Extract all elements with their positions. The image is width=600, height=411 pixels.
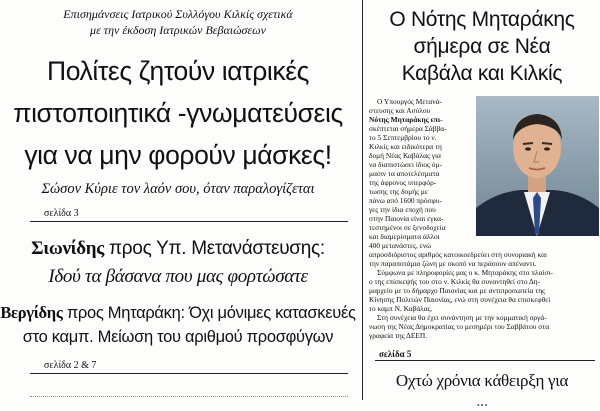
article-line: Σύμφωνα με πληροφορίες μας ο κ. Μηταράκης στο πλαίσι-: [377, 268, 553, 277]
page-ref-2-7[interactable]: σελίδα 2 & 7: [44, 360, 97, 371]
article-line: ο της επίσκεψής του στο ν. Κιλκίς θα συναντηθεί στο Δη-: [369, 277, 541, 286]
article-line: να διαπιστώσει ίδιος όμ-: [369, 160, 442, 169]
article-line: Ο Υπουργός Μετανά-: [377, 97, 442, 106]
story-siopidis-line-2: Ιδού τα βάσανα που μας φορτώσατε: [48, 266, 308, 287]
article-line: στευσης και Ασύλου: [369, 106, 431, 115]
main-headline-line-3[interactable]: για να μην φορούν μάσκες!: [24, 140, 332, 170]
story-siopidis-subline[interactable]: [0, 265, 356, 289]
article-line: και διαμερίσματα άλλοι: [369, 232, 440, 241]
quote-line: Σώσον Κύριε τον λαόν σου, όταν παραλογίζεται: [41, 181, 315, 197]
article-line: πάνω από 1600 πρόσφυ-: [369, 196, 442, 205]
article-line: μασιν τα αποτελέσματα: [369, 169, 440, 178]
article-line: Κιλκίς και ειδικότερα τη: [369, 142, 442, 151]
right-section-divider: [375, 360, 595, 361]
article-line: Στη συνέχεια θα έχει συνάντηση με την κομματική οργά-: [377, 313, 547, 322]
article-line: στην Παιονία είναι εγκα-: [369, 214, 444, 223]
article-line: γες την ίδια εποχή που: [369, 205, 436, 214]
article-line: τωσης της δομής με: [369, 187, 428, 196]
article-line: της άφρονος υπερφόρ-: [369, 178, 437, 187]
article-line: τεστημένοι σε ξενοδοχεία: [369, 223, 446, 232]
right-headline-line-3[interactable]: Καβάλα και Κιλκίς: [401, 62, 563, 85]
main-headline-line-1[interactable]: Πολίτες ζητούν ιατρικές: [46, 56, 310, 86]
article-line: απροσδιόριστος αριθμός κατοικοεδρεύει στη συνοριακή και: [369, 250, 548, 259]
article-line: το 5 Σεπτεμβρίου το ν.: [369, 133, 437, 142]
article-line: σκέπτεται σήμερα Σάββα-: [369, 124, 447, 133]
article-line: την παραποτάμια ζώνη με σκοπό να περάσουν απέναντι.: [369, 259, 537, 268]
page-ref-5[interactable]: σελίδα 5: [379, 349, 412, 359]
right-column: [369, 0, 600, 410]
article-line: 400 μετανάστες, ενώ: [369, 241, 432, 250]
article-line: το καμπ Ν. Καβάλας.: [369, 304, 433, 313]
main-headline-line-2[interactable]: πιστοποιητικά -γνωματεύσεις: [13, 98, 343, 128]
portrait-photo-image: [476, 96, 599, 236]
portrait-photo[interactable]: [476, 96, 599, 236]
article-body-wide: [369, 250, 595, 340]
next-story-cut: [30, 396, 348, 397]
story-vergidis-name: Βεργίδης: [0, 303, 63, 322]
column-divider: [362, 0, 363, 400]
article-body-narrow: [369, 97, 472, 250]
story-vergidis-line-2[interactable]: στο καμπ. Μείωση του αριθμού προσφύγων: [22, 328, 334, 346]
right-headline-line-1[interactable]: Ο Νότης Μηταράκης: [389, 8, 575, 31]
article-line: γραφεία της ΔΕΕΠ.: [369, 331, 428, 340]
article-line: Κίνησης Πολιτών Παιονίας, ενώ στη συνέχεια θα επισκεφθεί: [369, 295, 551, 304]
kicker-line-1: Επισημάνσεις Ιατρικού Συλλόγου Κιλκίς σχετικά: [63, 7, 293, 21]
story-vergidis-headline[interactable]: [0, 302, 356, 324]
page-ref-3[interactable]: σελίδα 3: [44, 208, 79, 219]
article-line: δομή Νέας Καβάλας για: [369, 151, 441, 160]
story-vergidis-rest: προς Μηταράκη: Όχι μόνιμες κατασκευές: [62, 304, 356, 322]
kicker-line-2: με την έκδοση Ιατρικών Βεβαιώσεων: [90, 23, 266, 37]
section-divider-1: [30, 221, 348, 222]
right-headline-line-2[interactable]: σήμερα σε Νέα: [413, 35, 551, 58]
article-line: μαρχείο με το δήμαρχο Παιονίας και με αντιπροσωπεία της: [369, 286, 545, 295]
story-siopidis-rest: προς Υπ. Μετανάστευσης:: [104, 238, 325, 259]
next-headline-line-2[interactable]: ...: [476, 391, 488, 410]
story-siopidis-headline[interactable]: [0, 237, 356, 261]
story-siopidis-name: Σιωνίδης: [31, 238, 105, 259]
next-headline-line-1[interactable]: Οχτώ χρόνια κάθειρξη για: [395, 371, 569, 390]
article-line: νωση της Νέας Δημοκρατίας το μεσημέρι του Σαββάτου στα: [369, 322, 550, 331]
section-divider-2: [30, 373, 348, 374]
article-line: Νότης Μηταράκης επι-: [369, 115, 443, 124]
